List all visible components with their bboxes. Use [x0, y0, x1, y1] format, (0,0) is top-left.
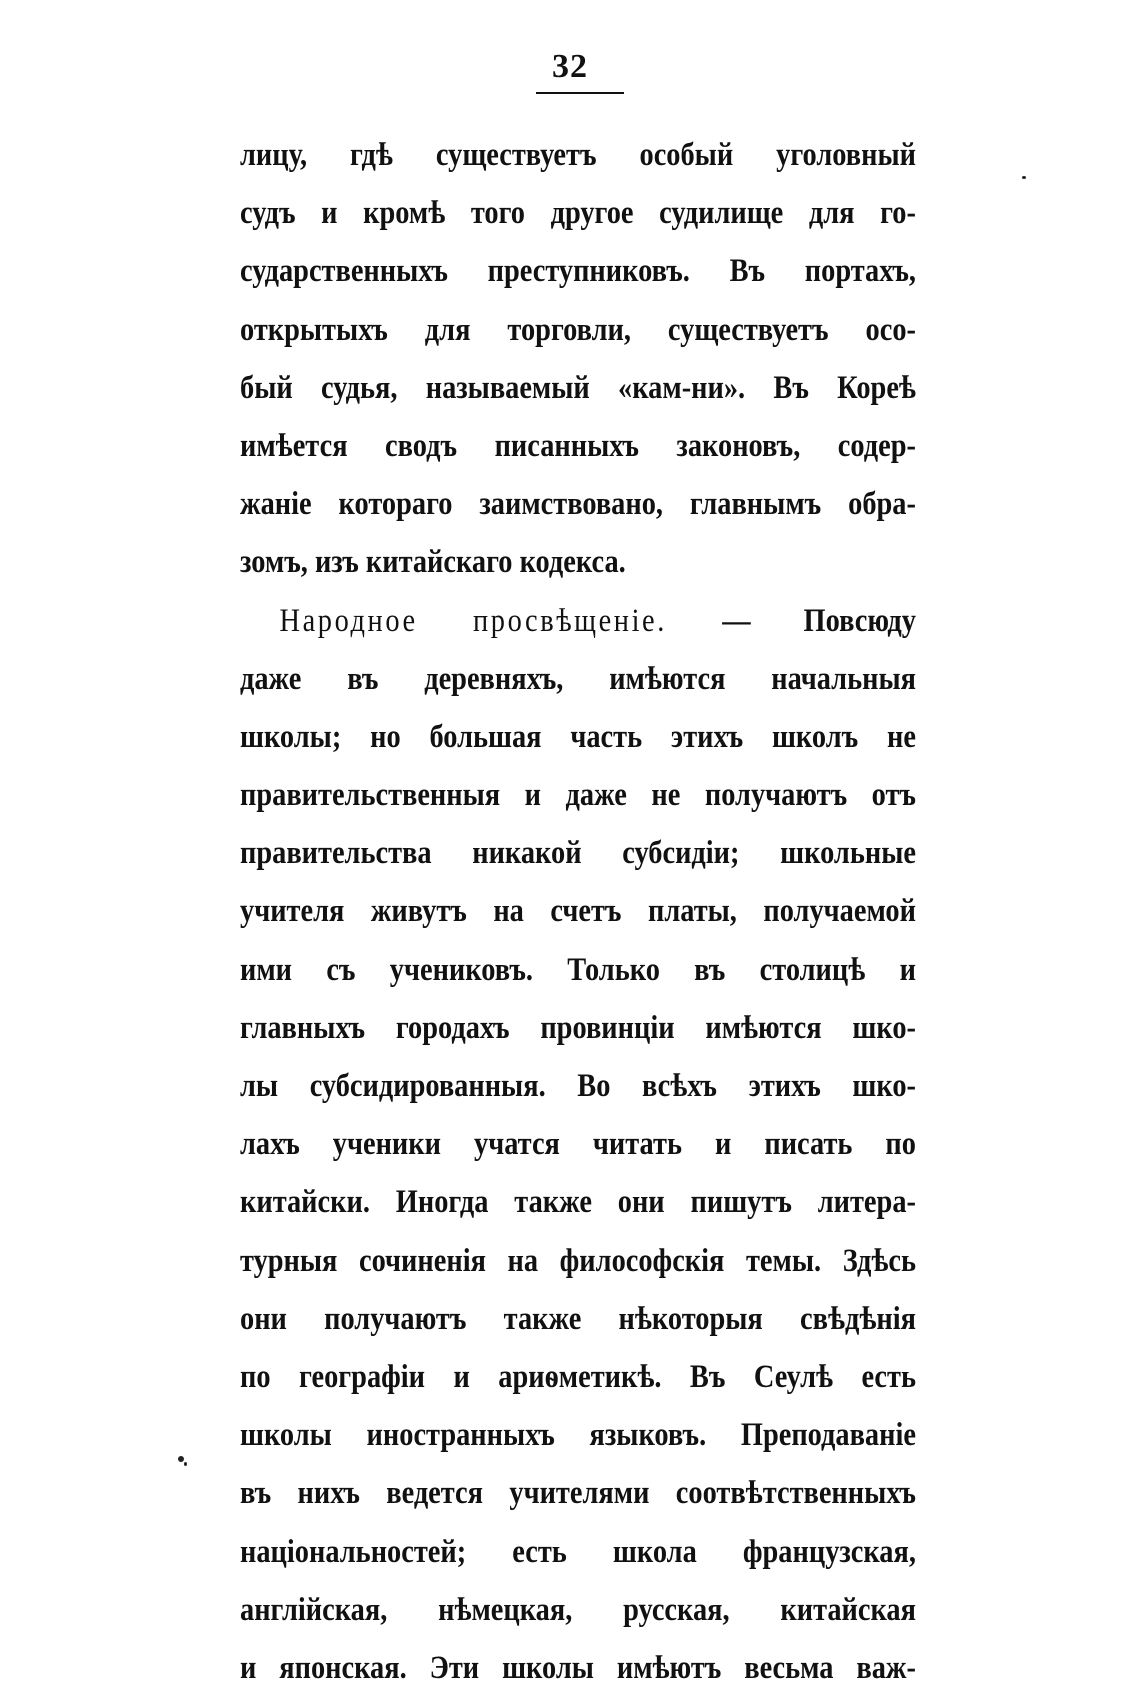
text-line: китайски. Иногда также они пишутъ литера- — [240, 1184, 916, 1221]
text-line: по географіи и ариѳметикѣ. Въ Сеулѣ есть — [240, 1358, 916, 1395]
text-line: жаніе котораго заимствовано, главнымъ обра- — [240, 486, 916, 523]
text-line: открытыхъ для торговли, существуетъ осо- — [240, 311, 916, 348]
text-line: сударственныхъ преступниковъ. Въ портахъ, — [240, 253, 916, 290]
text-line: англійская, нѣмецкая, русская, китайская — [240, 1591, 916, 1628]
text-line: правительственныя и даже не получаютъ отъ — [240, 777, 916, 814]
text-line: лахъ ученики учатся читать и писать по — [240, 1126, 916, 1163]
text-line: турныя сочиненія на философскія темы. Здѣсь — [240, 1242, 916, 1279]
page-number-rule — [536, 92, 624, 94]
section-heading: Народное просвѣщеніе. — [279, 602, 723, 639]
text-line: даже въ деревняхъ, имѣются начальныя — [240, 660, 916, 697]
page-number: 32 — [552, 48, 588, 85]
text-line: правительства никакой субсидіи; школьные — [240, 835, 916, 872]
text-line: учителя живутъ на счетъ платы, получаемой — [240, 893, 916, 930]
text-line: зомъ, изъ китайскаго кодекса. — [240, 544, 626, 581]
text-line: ими съ учениковъ. Только въ столицѣ и — [240, 951, 916, 988]
text-line: судъ и кромѣ того другое судилище для го- — [240, 195, 916, 232]
text-line: національностей; есть школа французская, — [240, 1533, 916, 1570]
text-line: они получаютъ также нѣкоторыя свѣдѣнія — [240, 1300, 916, 1337]
text-line: школы; но большая часть этихъ школъ не — [240, 718, 916, 755]
text-line: въ нихъ ведется учителями соотвѣтственныхъ — [240, 1475, 916, 1512]
text-line: бый судья, называемый «кам-ни». Въ Кореѣ — [240, 369, 916, 406]
print-speck — [178, 1456, 184, 1462]
print-speck — [184, 1462, 187, 1466]
section-heading-line: Народное просвѣщеніе. — Повсюду — [279, 602, 916, 639]
print-speck — [1022, 176, 1026, 179]
text-line: и японская. Эти школы имѣютъ весьма важ- — [240, 1649, 916, 1686]
text-line: имѣется сводъ писанныхъ законовъ, содер- — [240, 427, 916, 464]
body-text — [240, 126, 916, 1697]
text-line: лы субсидированныя. Во всѣхъ этихъ шко- — [240, 1068, 916, 1104]
text-line: главныхъ городахъ провинціи имѣются шко- — [240, 1009, 916, 1046]
text-line: школы иностранныхъ языковъ. Преподаваніе — [240, 1417, 916, 1454]
text-line: лицу, гдѣ существуетъ особый уголовный — [240, 137, 916, 173]
